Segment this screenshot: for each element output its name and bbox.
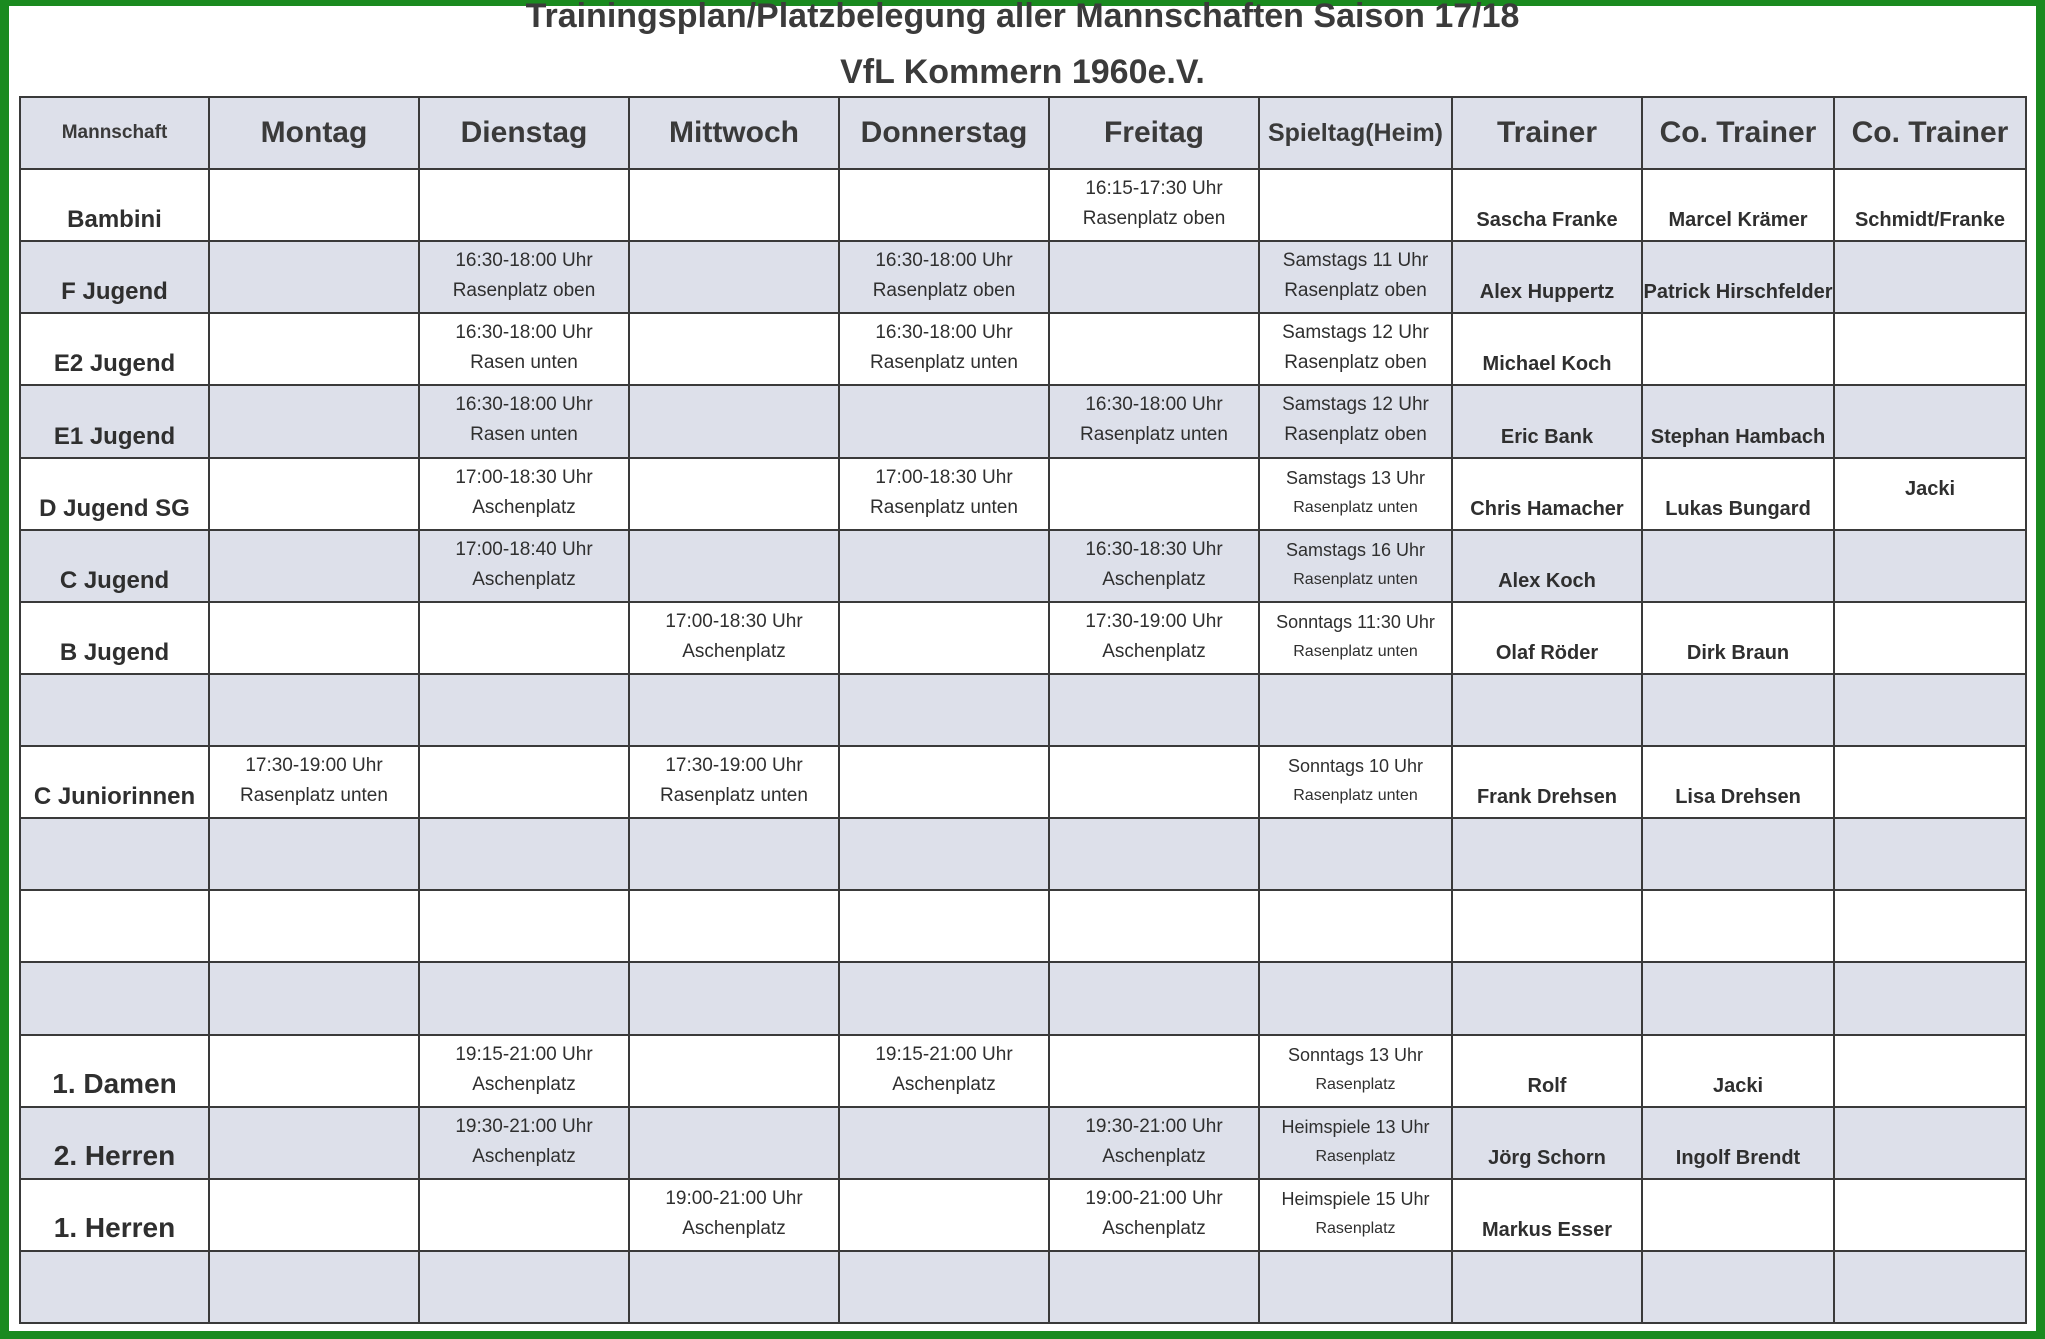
schedule-cell-donnerstag [839, 1035, 1049, 1107]
co-trainer-2-name [1834, 1179, 2026, 1251]
trainer-name: Sascha Franke [1452, 169, 1642, 241]
schedule-cell-mittwoch [629, 1035, 839, 1107]
schedule-cell-montag [209, 530, 419, 602]
trainer-name: Olaf Röder [1452, 602, 1642, 674]
trainer-name [1452, 890, 1642, 962]
schedule-cell-freitag [1049, 385, 1259, 457]
pitch-location: Rasenplatz oben [1284, 352, 1427, 374]
pitch-location: Rasenplatz unten [1293, 570, 1418, 588]
pitch-location: Aschenplatz [472, 1073, 576, 1095]
schedule-cell-dienstag [419, 602, 629, 674]
pitch-location: Rasenplatz unten [1293, 498, 1418, 516]
schedule-cell-montag [209, 1107, 419, 1179]
co-trainer-name: Lisa Drehsen [1642, 746, 1834, 818]
time-slot: 17:00-18:30 Uhr [665, 610, 803, 632]
schedule-cell-dienstag [419, 674, 629, 746]
table-row [20, 746, 2026, 818]
time-slot: Samstags 11 Uhr [1282, 250, 1429, 272]
pitch-location: Aschenplatz [682, 640, 786, 662]
schedule-cell-spieltag [1259, 241, 1452, 313]
co-trainer-name: Lukas Bungard [1642, 458, 1834, 530]
co-trainer-2-name [1834, 818, 2026, 890]
column-header: Montag [209, 97, 419, 169]
table-row [20, 1107, 2026, 1179]
time-slot: 16:30-18:00 Uhr [875, 322, 1013, 344]
pitch-location: Aschenplatz [472, 1145, 576, 1167]
schedule-cell-spieltag [1259, 1107, 1452, 1179]
schedule-cell-spieltag [1259, 385, 1452, 457]
schedule-cell-donnerstag [839, 818, 1049, 890]
schedule-cell-montag [209, 962, 419, 1034]
co-trainer-name [1642, 1179, 1834, 1251]
team-name: 1. Herren [20, 1179, 209, 1251]
schedule-cell-donnerstag [839, 674, 1049, 746]
schedule-cell-spieltag [1259, 1179, 1452, 1251]
pitch-location: Rasenplatz oben [1284, 280, 1427, 302]
schedule-cell-donnerstag [839, 458, 1049, 530]
schedule-cell-dienstag [419, 890, 629, 962]
schedule-cell-dienstag [419, 1035, 629, 1107]
team-name: 2. Herren [20, 1107, 209, 1179]
pitch-location: Rasenplatz oben [452, 280, 596, 302]
co-trainer-2-name [1834, 313, 2026, 385]
co-trainer-2-name: Schmidt/Franke [1834, 169, 2026, 241]
co-trainer-2-name [1834, 241, 2026, 313]
schedule-cell-freitag [1049, 1179, 1259, 1251]
table-row [20, 818, 2026, 890]
schedule-cell-mittwoch [629, 530, 839, 602]
trainer-name: Frank Drehsen [1452, 746, 1642, 818]
schedule-cell-donnerstag [839, 962, 1049, 1034]
trainer-name: Alex Koch [1452, 530, 1642, 602]
time-slot: Sonntags 10 Uhr [1287, 756, 1424, 776]
pitch-location: Rasenplatz oben [1082, 208, 1226, 229]
time-slot: 19:30-21:00 Uhr [455, 1115, 593, 1137]
table-row [20, 1251, 2026, 1323]
schedule-cell-freitag [1049, 530, 1259, 602]
team-name: F Jugend [20, 241, 209, 313]
co-trainer-2-name [1834, 530, 2026, 602]
schedule-cell-dienstag [419, 169, 629, 241]
table-row [20, 385, 2026, 457]
co-trainer-name [1642, 962, 1834, 1034]
column-header: Freitag [1049, 97, 1259, 169]
schedule-cell-freitag [1049, 1251, 1259, 1323]
time-slot: 19:00-21:00 Uhr [665, 1187, 803, 1209]
team-name [20, 890, 209, 962]
trainer-name: Chris Hamacher [1452, 458, 1642, 530]
time-slot: 17:30-19:00 Uhr [245, 755, 383, 776]
schedule-cell-mittwoch [629, 169, 839, 241]
schedule-cell-donnerstag [839, 241, 1049, 313]
schedule-cell-donnerstag [839, 1179, 1049, 1251]
schedule-cell-dienstag [419, 313, 629, 385]
schedule-cell-dienstag [419, 458, 629, 530]
schedule-cell-mittwoch [629, 1251, 839, 1323]
table-row [20, 169, 2026, 241]
pitch-location: Aschenplatz [472, 568, 576, 590]
schedule-cell-freitag [1049, 1035, 1259, 1107]
time-slot: Heimspiele 13 Uhr [1281, 1116, 1430, 1137]
schedule-cell-montag [209, 458, 419, 530]
co-trainer-name [1642, 1251, 1834, 1323]
schedule-cell-dienstag [419, 962, 629, 1034]
time-slot: 16:30-18:00 Uhr [875, 250, 1013, 272]
pitch-location: Rasenplatz unten [660, 785, 808, 806]
schedule-cell-mittwoch [629, 385, 839, 457]
schedule-cell-donnerstag [839, 890, 1049, 962]
schedule-cell-spieltag [1259, 1251, 1452, 1323]
schedule-cell-spieltag [1259, 746, 1452, 818]
schedule-cell-dienstag [419, 530, 629, 602]
pitch-location: Aschenplatz [472, 496, 576, 518]
co-trainer-name: Marcel Krämer [1642, 169, 1834, 241]
schedule-cell-montag [209, 169, 419, 241]
time-slot: Sonntags 11:30 Uhr [1276, 611, 1435, 632]
schedule-cell-montag [209, 241, 419, 313]
trainer-name: Michael Koch [1452, 313, 1642, 385]
time-slot: 16:30-18:00 Uhr [455, 394, 593, 416]
schedule-cell-dienstag [419, 241, 629, 313]
column-header: Spieltag(Heim) [1259, 97, 1452, 169]
schedule-cell-spieltag [1259, 602, 1452, 674]
co-trainer-2-name [1834, 962, 2026, 1034]
time-slot: 16:30-18:30 Uhr [1085, 538, 1223, 560]
schedule-cell-dienstag [419, 1107, 629, 1179]
co-trainer-2-name [1834, 674, 2026, 746]
schedule-cell-mittwoch [629, 818, 839, 890]
pitch-location: Rasenplatz unten [1080, 424, 1228, 446]
schedule-cell-dienstag [419, 385, 629, 457]
co-trainer-name [1642, 674, 1834, 746]
table-row [20, 241, 2026, 313]
table-row [20, 1179, 2026, 1251]
schedule-cell-montag [209, 602, 419, 674]
pitch-location: Rasenplatz oben [872, 280, 1016, 302]
column-header: Mittwoch [629, 97, 839, 169]
team-name: D Jugend SG [20, 458, 209, 530]
schedule-cell-spieltag [1259, 818, 1452, 890]
time-slot: 16:30-18:00 Uhr [455, 322, 593, 344]
co-trainer-name: Stephan Hambach [1642, 385, 1834, 457]
document-sheet [9, 0, 2036, 1331]
pitch-location: Rasenplatz unten [1293, 787, 1418, 804]
schedule-cell-montag [209, 313, 419, 385]
trainer-name: Eric Bank [1452, 385, 1642, 457]
header-row [20, 97, 2026, 169]
co-trainer-2-name [1834, 1251, 2026, 1323]
table-row [20, 1035, 2026, 1107]
schedule-cell-freitag [1049, 674, 1259, 746]
time-slot: 17:00-18:30 Uhr [875, 466, 1013, 488]
schedule-cell-mittwoch [629, 962, 839, 1034]
schedule-cell-spieltag [1259, 1035, 1452, 1107]
co-trainer-2-name [1834, 746, 2026, 818]
schedule-cell-freitag [1049, 602, 1259, 674]
schedule-cell-spieltag [1259, 530, 1452, 602]
schedule-cell-mittwoch [629, 458, 839, 530]
team-name [20, 962, 209, 1034]
pitch-location: Rasenplatz unten [240, 785, 388, 806]
schedule-cell-montag [209, 674, 419, 746]
pitch-location: Aschenplatz [682, 1217, 786, 1239]
table-row [20, 602, 2026, 674]
schedule-cell-montag [209, 1035, 419, 1107]
schedule-cell-freitag [1049, 962, 1259, 1034]
pitch-location: Aschenplatz [1102, 1217, 1206, 1239]
schedule-cell-montag [209, 746, 419, 818]
team-name [20, 818, 209, 890]
schedule-cell-dienstag [419, 746, 629, 818]
trainer-name: Jörg Schorn [1452, 1107, 1642, 1179]
schedule-cell-mittwoch [629, 1107, 839, 1179]
time-slot: 17:00-18:40 Uhr [455, 538, 593, 560]
co-trainer-name [1642, 818, 1834, 890]
schedule-cell-spieltag [1259, 458, 1452, 530]
time-slot: 16:30-18:00 Uhr [1085, 394, 1223, 416]
schedule-cell-spieltag [1259, 169, 1452, 241]
schedule-cell-donnerstag [839, 1251, 1049, 1323]
pitch-location: Rasenplatz unten [1293, 642, 1418, 660]
document-title: Trainingsplan/Platzbelegung aller Mannschaften Saison 17/18 [525, 0, 1520, 35]
pitch-location: Aschenplatz [1102, 1145, 1206, 1167]
pitch-location: Rasenplatz unten [870, 352, 1018, 374]
column-header: Donnerstag [839, 97, 1049, 169]
schedule-cell-freitag [1049, 169, 1259, 241]
co-trainer-name [1642, 890, 1834, 962]
time-slot: 16:30-18:00 Uhr [455, 250, 593, 272]
pitch-location: Rasenplatz [1315, 1147, 1396, 1165]
table-row [20, 458, 2026, 530]
table-row [20, 313, 2026, 385]
schedule-cell-mittwoch [629, 746, 839, 818]
column-header: Co. Trainer [1642, 97, 1834, 169]
time-slot: 16:15-17:30 Uhr [1085, 178, 1223, 199]
team-name: C Jugend [20, 530, 209, 602]
table-row [20, 890, 2026, 962]
schedule-cell-donnerstag [839, 530, 1049, 602]
pitch-location: Rasenplatz oben [1284, 424, 1427, 446]
club-name: VfL Kommern 1960e.V. [840, 53, 1205, 91]
team-name [20, 674, 209, 746]
column-header: Dienstag [419, 97, 629, 169]
team-name [20, 1251, 209, 1323]
time-slot: 19:00-21:00 Uhr [1085, 1187, 1223, 1209]
schedule-cell-donnerstag [839, 169, 1049, 241]
schedule-cell-dienstag [419, 1251, 629, 1323]
schedule-cell-spieltag [1259, 674, 1452, 746]
trainer-name [1452, 818, 1642, 890]
schedule-cell-freitag [1049, 890, 1259, 962]
table-row [20, 530, 2026, 602]
trainer-name: Markus Esser [1452, 1179, 1642, 1251]
schedule-cell-montag [209, 890, 419, 962]
schedule-cell-mittwoch [629, 241, 839, 313]
time-slot: 19:15-21:00 Uhr [875, 1043, 1013, 1065]
team-name: E1 Jugend [20, 385, 209, 457]
co-trainer-2-name: Jacki [1834, 458, 2026, 530]
pitch-location: Aschenplatz [1102, 640, 1206, 662]
schedule-cell-spieltag [1259, 313, 1452, 385]
schedule-cell-mittwoch [629, 674, 839, 746]
schedule-cell-mittwoch [629, 313, 839, 385]
schedule-cell-montag [209, 385, 419, 457]
co-trainer-2-name [1834, 602, 2026, 674]
co-trainer-2-name [1834, 890, 2026, 962]
schedule-cell-freitag [1049, 241, 1259, 313]
co-trainer-name: Jacki [1642, 1035, 1834, 1107]
team-name: Bambini [20, 169, 209, 241]
team-name: 1. Damen [20, 1035, 209, 1107]
trainer-name: Rolf [1452, 1035, 1642, 1107]
schedule-cell-donnerstag [839, 602, 1049, 674]
time-slot: Heimspiele 15 Uhr [1281, 1188, 1430, 1209]
column-header: Co. Trainer [1834, 97, 2026, 169]
trainer-name: Alex Huppertz [1452, 241, 1642, 313]
team-name: C Juniorinnen [20, 746, 209, 818]
trainer-name [1452, 962, 1642, 1034]
schedule-cell-freitag [1049, 313, 1259, 385]
co-trainer-name: Dirk Braun [1642, 602, 1834, 674]
schedule-cell-montag [209, 1251, 419, 1323]
co-trainer-name [1642, 313, 1834, 385]
column-header: Mannschaft [20, 97, 209, 169]
pitch-location: Rasen unten [470, 352, 578, 374]
time-slot: 17:00-18:30 Uhr [455, 466, 593, 488]
time-slot: 19:30-21:00 Uhr [1085, 1115, 1223, 1137]
schedule-cell-freitag [1049, 1107, 1259, 1179]
schedule-cell-dienstag [419, 1179, 629, 1251]
table-row [20, 674, 2026, 746]
pitch-location: Aschenplatz [892, 1073, 996, 1095]
schedule-cell-donnerstag [839, 385, 1049, 457]
schedule-cell-spieltag [1259, 890, 1452, 962]
time-slot: Samstags 16 Uhr [1285, 539, 1426, 560]
co-trainer-name [1642, 530, 1834, 602]
co-trainer-2-name [1834, 1107, 2026, 1179]
team-name: E2 Jugend [20, 313, 209, 385]
co-trainer-name: Patrick Hirschfelder [1642, 241, 1834, 313]
time-slot: 19:15-21:00 Uhr [455, 1043, 593, 1065]
trainer-name [1452, 674, 1642, 746]
schedule-cell-donnerstag [839, 1107, 1049, 1179]
schedule-cell-montag [209, 1179, 419, 1251]
schedule-cell-mittwoch [629, 1179, 839, 1251]
schedule-cell-spieltag [1259, 962, 1452, 1034]
schedule-cell-mittwoch [629, 602, 839, 674]
schedule-cell-freitag [1049, 746, 1259, 818]
team-name: B Jugend [20, 602, 209, 674]
schedule-table [19, 96, 2027, 1324]
co-trainer-name: Ingolf Brendt [1642, 1107, 1834, 1179]
schedule-cell-freitag [1049, 458, 1259, 530]
time-slot: Samstags 13 Uhr [1285, 467, 1426, 488]
schedule-cell-donnerstag [839, 746, 1049, 818]
time-slot: 17:30-19:00 Uhr [665, 755, 803, 776]
co-trainer-2-name [1834, 1035, 2026, 1107]
pitch-location: Rasenplatz [1315, 1075, 1396, 1093]
pitch-location: Rasenplatz unten [870, 496, 1018, 518]
pitch-location: Rasenplatz [1315, 1219, 1396, 1237]
schedule-cell-montag [209, 818, 419, 890]
schedule-cell-mittwoch [629, 890, 839, 962]
time-slot: Sonntags 13 Uhr [1287, 1044, 1424, 1065]
time-slot: Samstags 12 Uhr [1282, 322, 1429, 344]
schedule-cell-donnerstag [839, 313, 1049, 385]
column-header: Trainer [1452, 97, 1642, 169]
time-slot: Samstags 12 Uhr [1282, 394, 1429, 416]
co-trainer-2-name [1834, 385, 2026, 457]
pitch-location: Aschenplatz [1102, 568, 1206, 590]
trainer-name [1452, 1251, 1642, 1323]
pitch-location: Rasen unten [470, 424, 578, 446]
table-row [20, 962, 2026, 1034]
schedule-cell-freitag [1049, 818, 1259, 890]
schedule-cell-dienstag [419, 818, 629, 890]
time-slot: 17:30-19:00 Uhr [1085, 610, 1223, 632]
